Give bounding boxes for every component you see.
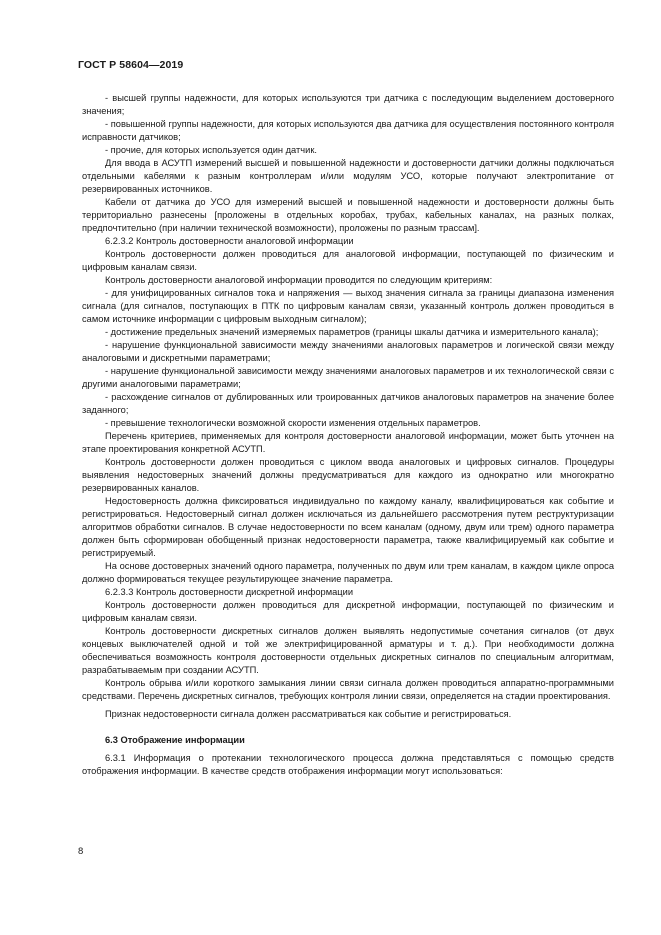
- list-item: - нарушение функциональной зависимости между значениями аналоговых параметров и их технологической связи с другими аналоговыми параметрами;: [82, 366, 614, 389]
- list-item: - превышение технологически возможной скорости изменения отдельных параметров.: [105, 418, 481, 428]
- paragraph: Контроль достоверности дискретных сигналов должен выявлять недопустимые сочетания сигналов (от двух концевых выключателей одной и той же электрифицированной арматуры и т. д.). При необходимости должна обеспечиваться возможность контроля достоверности отдельных дискретных сигналов по специальным алгоритмам, разрабатываемым при создании АСУТП.: [82, 626, 614, 675]
- paragraph: - высшей группы надежности, для которых используются три датчика с последующим выделением достоверного значения;: [82, 93, 614, 116]
- paragraph: Недостоверность должна фиксироваться индивидуально по каждому каналу, квалифицироваться как событие и регистрироваться. Недостоверный сигнал должен исключаться из дальнейшего рассмотрения путем реструктуризации алгоритмов обработки сигналов. В случае недостоверности по всем каналам (одному, двум или трем) одного параметра должен быть сформирован обобщенный признак недостоверности параметра, также квалифицируемый как событие и регистрируемый.: [82, 496, 614, 558]
- paragraph: На основе достоверных значений одного параметра, полученных по двум или трем каналам, в каждом цикле опроса должно формироваться текущее результирующее значение параметра.: [82, 561, 614, 584]
- subsection-heading: 6.2.3.2 Контроль достоверности аналоговой информации: [105, 236, 354, 246]
- paragraph: 6.3.1 Информация о протекании технологического процесса должна представляться с помощью средств отображения информации. В качестве средств отображения информации могут использоваться:: [82, 753, 614, 776]
- body-text: [82, 92, 614, 778]
- paragraph: Для ввода в АСУТП измерений высшей и повышенной надежности и достоверности датчики должны подключаться отдельными кабелями к разным контроллерам и/или модулям УСО, которые получают электропитание от резервированных источников.: [82, 158, 614, 194]
- paragraph: Контроль достоверности должен проводиться для аналоговой информации, поступающей по физическим и цифровым каналам связи.: [82, 249, 614, 272]
- paragraph: Контроль достоверности аналоговой информации проводится по следующим критериям:: [105, 275, 493, 285]
- paragraph: Перечень критериев, применяемых для контроля достоверности аналоговой информации, может быть уточнен на этапе проектирования конкретной АСУТП.: [82, 431, 614, 454]
- list-item: - расхождение сигналов от дублированных или троированных датчиков аналоговых параметров на значение более заданного;: [82, 392, 614, 415]
- paragraph: Контроль обрыва и/или короткого замыкания линии связи сигнала должен проводиться аппаратно-программными средствами. Перечень дискретных сигналов, требующих контроля линии связи, определяется на стадии проектирования.: [82, 678, 614, 701]
- paragraph: - повышенной группы надежности, для которых используются два датчика для осуществления постоянного контроля исправности датчиков;: [82, 119, 614, 142]
- list-item: - нарушение функциональной зависимости между значениями аналоговых параметров и логической связи между аналоговыми и дискретными параметрами;: [82, 340, 614, 363]
- paragraph: Кабели от датчика до УСО для измерений высшей и повышенной надежности и достоверности должны быть территориально разнесены [проложены в отдельных коробах, трубах, кабельных каналах, на разных полках, предпочтительно (при наличии технической возможности), проложены по разным трассам].: [82, 197, 614, 233]
- paragraph: - прочие, для которых используется один датчик.: [105, 145, 317, 155]
- page-number: 8: [78, 846, 84, 857]
- paragraph: Контроль достоверности должен проводиться для дискретной информации, поступающей по физическим и цифровым каналам связи.: [82, 600, 614, 623]
- list-item: - достижение предельных значений измеряемых параметров (границы шкалы датчика и измерительного канала);: [105, 327, 599, 337]
- paragraph: Признак недостоверности сигнала должен рассматриваться как событие и регистрироваться.: [105, 709, 512, 719]
- standard-header: ГОСТ Р 58604—2019: [78, 59, 184, 71]
- section-heading: 6.3 Отображение информации: [105, 735, 245, 745]
- subsection-heading: 6.2.3.3 Контроль достоверности дискретной информации: [105, 587, 354, 597]
- list-item: - для унифицированных сигналов тока и напряжения — выход значения сигнала за границы диапазона изменения сигнала (для сигналов, поступающих в ПТК по цифровым каналам связи, указанный контроль должен проводиться в самом источнике информации с цифровым выходным сигналом);: [82, 288, 614, 324]
- paragraph: Контроль достоверности должен проводиться с циклом ввода аналоговых и цифровых сигналов. Процедуры выявления недостоверных значений должны предусматриваться для каждого из однократно или многократно резервированных каналов.: [82, 457, 614, 493]
